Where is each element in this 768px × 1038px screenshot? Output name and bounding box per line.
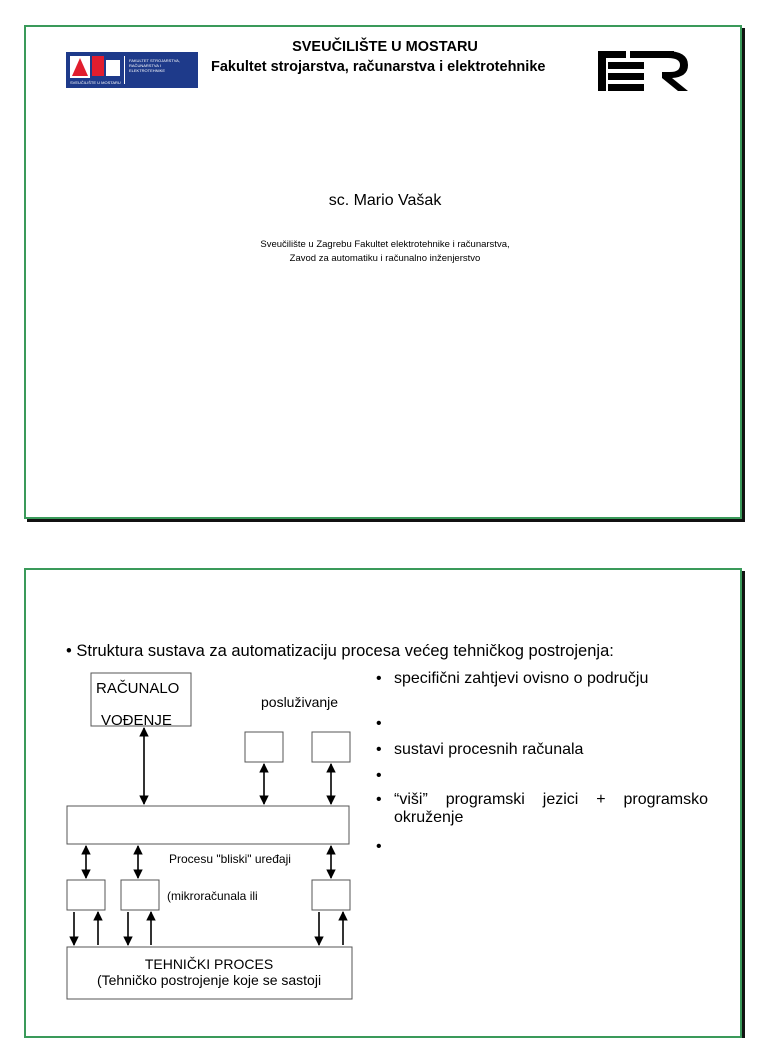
near-devices-label: Procesu "bliski" uređaji xyxy=(169,852,291,866)
university-title: SVEUČILIŠTE U MOSTARU xyxy=(292,39,478,55)
sum-logo-university-text: SVEUČILIŠTE U MOSTARU xyxy=(70,80,121,85)
affiliation xyxy=(26,238,744,266)
faculty-title: Fakultet strojarstva, računarstva i elektrotehnike xyxy=(211,59,546,75)
affiliation-line-1: Sveučilište u Zagrebu Fakultet elektrotehnike i računarstva, xyxy=(260,239,510,250)
operator-terminal-box-1 xyxy=(245,732,283,762)
author-name: sc. Mario Vašak xyxy=(328,192,442,209)
microcomputers-label: (mikroračunala ili xyxy=(167,889,258,903)
near-device-box-1 xyxy=(67,880,105,910)
operator-terminal-box-2 xyxy=(312,732,350,762)
structure-slide xyxy=(24,568,742,1038)
bullet-dot: • xyxy=(66,642,72,660)
list-item: • “viši” programski jezici + programsko okruženje xyxy=(376,791,708,827)
computer-label-line-1: RAČUNALO xyxy=(96,680,180,697)
system-structure-diagram xyxy=(26,570,386,1020)
computer-label-line-2: VOĐENJE xyxy=(101,712,172,729)
sum-logo-faculty-text: FAKULTET STROJARSTVA, RAČUNARSTVA I ELEKTROTEHNIKE xyxy=(129,58,180,73)
fer-logo-graphic xyxy=(596,49,691,93)
list-item: • sustavi procesnih računala xyxy=(376,741,708,759)
process-label-line-1: TEHNIČKI PROCES xyxy=(144,956,274,972)
operation-label: posluživanje xyxy=(261,694,339,710)
title-slide xyxy=(24,25,742,519)
near-device-box-3 xyxy=(312,880,350,910)
fer-logo xyxy=(596,49,691,93)
near-device-box-2 xyxy=(121,880,159,910)
process-bus-box xyxy=(67,806,349,844)
affiliation-line-2: Zavod za automatiku i računalno inženjerstvo xyxy=(289,253,481,264)
process-label-line-2: (Tehničko postrojenje koje se sastoji xyxy=(96,972,322,988)
list-item: • specifični zahtjevi ovisno o području xyxy=(376,670,708,688)
intro-text: Struktura sustava za automatizaciju procesa većeg tehničkog postrojenja: xyxy=(76,642,614,660)
sum-logo xyxy=(66,52,198,88)
